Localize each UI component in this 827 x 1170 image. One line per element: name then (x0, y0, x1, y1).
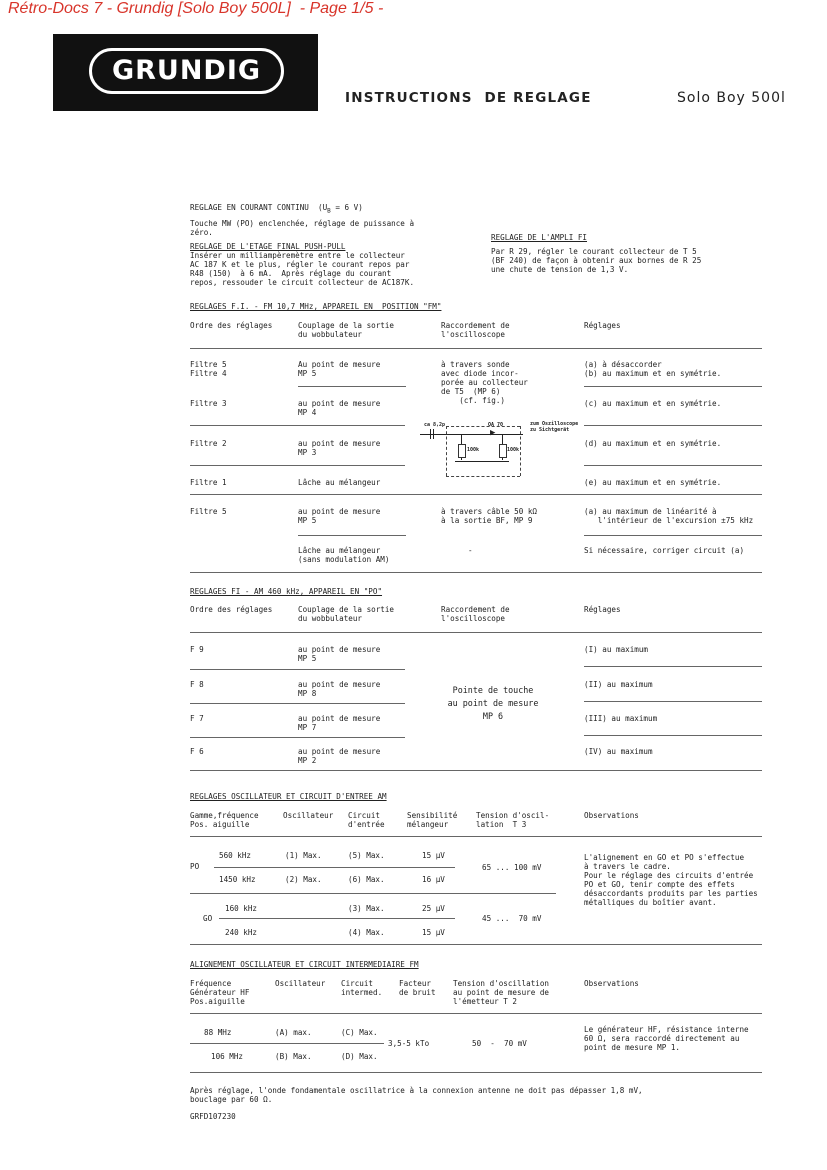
document-title: INSTRUCTIONS DE REGLAGE (345, 90, 592, 106)
fmosc-osc-a: (A) max. (275, 1028, 312, 1037)
fmosc-freq-88: 88 MHz (204, 1028, 232, 1037)
osc-header-osc: Oscillateur (283, 811, 334, 820)
fm-header-coupling: Couplage de la sortie du wobbulateur (298, 321, 395, 339)
osc-header-circuit: Circuit d'entrée (348, 811, 385, 829)
divider (190, 1072, 762, 1073)
divider (190, 737, 405, 738)
fm-row1-reglage: (a) à désaccorder (b) au maximum et en symétrie. (584, 360, 722, 378)
osc-observations: L'alignement en GO et PO s'effectue à travers le cadre. Pour le réglage des circuits d'entrée PO et GO, tenir compte des effets désaccordants produits par les parties métalliques du boîtier avant. (584, 853, 758, 907)
fm-header-order: Ordre des réglages (190, 321, 273, 330)
divider (584, 735, 762, 736)
probe-outline-right (520, 426, 521, 476)
fm-row5-raccord: à travers câble 50 kΩ à la sortie BF, MP 9 (441, 507, 538, 525)
schematic-wire (420, 434, 523, 435)
osc-heading: REGLAGES OSCILLATEUR ET CIRCUIT D'ENTREE AM (190, 792, 387, 801)
divider (214, 867, 455, 868)
fmosc-header-osc: Oscillateur (275, 979, 326, 988)
divider (584, 701, 762, 702)
divider (190, 703, 405, 704)
dc-text: Touche MW (PO) enclenchée, réglage de puissance à zéro. (190, 219, 415, 237)
am-row2-reglage: (II) au maximum (584, 680, 653, 689)
fmosc-circ-c: (C) Max. (341, 1028, 378, 1037)
fm-row6-coupling: Lâche au mélangeur (sans modulation AM) (298, 546, 390, 564)
osc-freq-560: 560 kHz (219, 851, 252, 860)
fm-raccord-sonde: à travers sonde avec diode incor- porée au collecteur de T5 (MP 6) (cf. fig.) (441, 360, 528, 405)
ground-wire (455, 461, 509, 462)
divider (190, 944, 762, 945)
osc-sens-16: 16 µV (422, 875, 445, 884)
fm-row1-order: Filtre 5 Filtre 4 (190, 360, 227, 378)
am-row4-reglage: (IV) au maximum (584, 747, 653, 756)
divider (219, 918, 455, 919)
divider (584, 465, 762, 466)
osc-freq-240: 240 kHz (225, 928, 258, 937)
capacitor-plate (430, 429, 431, 439)
fmosc-freq-106: 106 MHz (211, 1052, 244, 1061)
fm-row2-coupling: au point de mesure MP 4 (298, 399, 381, 417)
am-row3-coupling: au point de mesure MP 7 (298, 714, 381, 732)
osc-header-sens: Sensibilité mélangeur (407, 811, 458, 829)
fmosc-header-circuit: Circuit intermed. (341, 979, 383, 997)
osc-osc-2: (2) Max. (285, 875, 322, 884)
grundig-logo (53, 34, 318, 111)
osc-band-go: GO (203, 914, 213, 923)
fm-header-rule (190, 348, 762, 349)
am-header-reglages: Réglages (584, 605, 621, 614)
ampli-heading: REGLAGE DE L'AMPLI FI (491, 233, 588, 242)
divider (584, 535, 762, 536)
fm-row5-coupling: au point de mesure MP 5 (298, 507, 381, 525)
probe-outline-left (446, 426, 447, 476)
fm-row1-coupling: Au point de mesure MP 5 (298, 360, 381, 378)
am-header-raccord: Raccordement de l'oscilloscope (441, 605, 510, 623)
am-header-coupling: Couplage de la sortie du wobbulateur (298, 605, 395, 623)
osc-freq-160: 160 kHz (225, 904, 258, 913)
diode-symbol: ▶ (490, 428, 496, 438)
osc-header-tension: Tension d'oscil- lation T 3 (476, 811, 550, 829)
osc-tension-po: 65 ... 100 mV (482, 863, 542, 872)
am-header-order: Ordre des réglages (190, 605, 273, 614)
divider (298, 535, 406, 536)
fm-header-reglages: Réglages (584, 321, 621, 330)
model-name: Solo Boy 500l (677, 90, 786, 106)
osc-header-obs: Observations (584, 811, 639, 820)
divider (190, 770, 762, 771)
schematic-cap-label: ca 8,2p (424, 422, 446, 428)
osc-sens-15b: 15 µV (422, 928, 445, 937)
fm-row6-reglage: Si nécessaire, corriger circuit (a) (584, 546, 745, 555)
fm-row3-order: Filtre 2 (190, 439, 227, 448)
am-row1-order: F 9 (190, 645, 204, 654)
fmosc-heading: ALIGNEMENT OSCILLATEUR ET CIRCUIT INTERMEDIAIRE FM (190, 960, 419, 969)
osc-freq-1450: 1450 kHz (219, 875, 256, 884)
document-code: GRFD107230 (190, 1112, 236, 1121)
probe-outline-bottom (446, 476, 520, 477)
fmosc-bruit: 3,5-5 kTo (388, 1039, 430, 1048)
logo-text: GRUNDIG (89, 48, 284, 94)
fm-row3-coupling: au point de mesure MP 3 (298, 439, 381, 457)
fm-row4-order: Filtre 1 (190, 478, 227, 487)
am-row4-order: F 6 (190, 747, 204, 756)
osc-sens-25: 25 µV (422, 904, 445, 913)
divider (190, 1043, 384, 1044)
resistor-1 (458, 444, 466, 458)
osc-band-po: PO (190, 862, 200, 871)
schematic-diode-label: OA 70 (488, 422, 504, 428)
fmosc-header-rule (190, 1013, 762, 1014)
ampli-text: Par R 29, régler le courant collecteur de T 5 (BF 240) de façon à obtenir aux bornes de R 25 une chute de tension de 1,3 V. (491, 247, 702, 274)
osc-sens-15: 15 µV (422, 851, 445, 860)
divider (190, 494, 762, 495)
fm-row4-reglage: (e) au maximum et en symétrie. (584, 478, 722, 487)
fmosc-header-bruit: Facteur de bruit (399, 979, 436, 997)
am-row2-order: F 8 (190, 680, 204, 689)
osc-osc-1: (1) Max. (285, 851, 322, 860)
fm-row2-reglage: (c) au maximum et en symétrie. (584, 399, 722, 408)
am-raccord: Pointe de touche au point de mesure MP 6 (447, 685, 539, 721)
osc-circ-3: (3) Max. (348, 904, 385, 913)
divider (298, 386, 406, 387)
fm-heading: REGLAGES F.I. - FM 10,7 MHz, APPAREIL EN POSITION "FM" (190, 302, 442, 311)
fm-header-raccord: Raccordement de l'oscilloscope (441, 321, 510, 339)
divider (190, 425, 405, 426)
fmosc-circ-d: (D) Max. (341, 1052, 378, 1061)
divider (190, 893, 556, 894)
fm-row6-raccord: - (468, 546, 473, 555)
divider (190, 465, 405, 466)
am-heading: REGLAGES FI - AM 460 kHz, APPAREIL EN "PO" (190, 587, 383, 596)
resistor-2 (499, 444, 507, 458)
capacitor-plate (433, 429, 434, 439)
footer-note: Après réglage, l'onde fondamentale oscillatrice à la connexion antenne ne doit pas dépasser 1,8 mV, bouclage par 60 Ω. (190, 1086, 643, 1104)
fm-row3-reglage: (d) au maximum et en symétrie. (584, 439, 722, 448)
schematic-scope-label: zum Oszilloscope (530, 421, 579, 427)
pushpull-text: Insérer un milliampèremètre entre le collecteur AC 187 K et le plus, régler le courant repos par R48 (150) à 6 mA. Après réglage du courant repos, ressouder le circuit collecteur de AC187K. (190, 251, 415, 287)
fm-row5-reglage: (a) au maximum de linéarité à l'intérieur de l'excursion ±75 kHz (584, 507, 754, 525)
fmosc-header-tension: Tension d'oscillation au point de mesure de l'émetteur T 2 (453, 979, 550, 1006)
fmosc-header-obs: Observations (584, 979, 639, 988)
fmosc-header-freq: Fréquence Générateur HF Pos.aiguille (190, 979, 250, 1006)
resistor-1-label: 100k (467, 447, 480, 453)
fmosc-tension: 50 - 70 mV (472, 1039, 527, 1048)
am-row4-coupling: au point de mesure MP 2 (298, 747, 381, 765)
dc-heading: REGLAGE EN COURANT CONTINU ($U_B = 6$ V) (190, 203, 363, 215)
am-row3-order: F 7 (190, 714, 204, 723)
fm-row2-order: Filtre 3 (190, 399, 227, 408)
divider (584, 386, 762, 387)
pushpull-heading: REGLAGE DE L'ETAGE FINAL PUSH-PULL (190, 242, 346, 251)
osc-header-rule (190, 836, 762, 837)
am-row3-reglage: (III) au maximum (584, 714, 658, 723)
fm-row4-coupling: Lâche au mélangeur (298, 478, 381, 487)
fmosc-observations: Le générateur HF, résistance interne 60 Ω, sera raccordé directement au point de mesure MP 1. (584, 1025, 749, 1052)
osc-tension-go: 45 ... 70 mV (482, 914, 542, 923)
probe-outline-top (446, 426, 520, 427)
divider (190, 669, 405, 670)
divider (190, 572, 762, 573)
fm-row5-order: Filtre 5 (190, 507, 227, 516)
divider (584, 425, 762, 426)
am-row1-reglage: (I) au maximum (584, 645, 649, 654)
am-row2-coupling: au point de mesure MP 8 (298, 680, 381, 698)
fmosc-osc-b: (B) Max. (275, 1052, 312, 1061)
osc-circ-5: (5) Max. (348, 851, 385, 860)
osc-header-gamme: Gamme,fréquence Pos. aiguille (190, 811, 259, 829)
schematic-scope-label-2: zu Sichtgerät (530, 427, 570, 433)
page-header: Rétro-Docs 7 - Grundig [Solo Boy 500L] - Page 1/5 - (8, 0, 384, 17)
osc-circ-6: (6) Max. (348, 875, 385, 884)
divider (584, 666, 762, 667)
am-row1-coupling: au point de mesure MP 5 (298, 645, 381, 663)
resistor-2-label: 100k (507, 447, 520, 453)
osc-circ-4: (4) Max. (348, 928, 385, 937)
am-header-rule (190, 632, 762, 633)
